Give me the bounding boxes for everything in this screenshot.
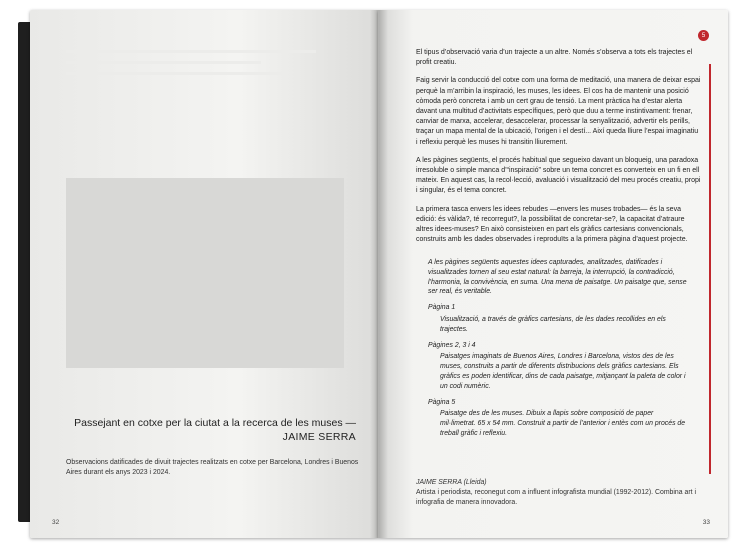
article-caption: Observacions datificades de divuit trajectes realitzats en cotxe per Barcelona, Londres i Buenos Aires durant els anys 2023 i 2024. bbox=[66, 459, 359, 476]
open-book bbox=[20, 10, 730, 540]
page-number-left: 32 bbox=[52, 519, 60, 526]
box-intro: A les pàgines següents aquestes idees capturades, analitzades, datificades i visualitzades tornen al seu estat natural: la barreja, la interrupció, la contradicció, l’harmonia, la convivència, en suma. Una mena de paisatge. Un paisatge que, sense ser real, és veritable. bbox=[428, 259, 687, 296]
paragraph: Faig servir la conducció del cotxe com una forma de meditació, una manera de deixar espai perquè la m’arribin la inspiració, les muses, les idees. El cos ha de mantenir una posició còmoda però concreta i amb un cert grau de tensió. La ment pràctica ha d’estar alerta davant una multitud d’activitats específiques, però que duu a terme instintivament: frenar, canviar de marxa, accelerar, desaccelerar, processar la senyalització, advertir els perills, traçar un mapa mental de la ubicació, l’origen i el destí... Així queda lliure l’espai imaginatiu i reflexiu perquè les muses hi transitin lliurement. bbox=[416, 77, 701, 146]
author-bio-block bbox=[416, 478, 708, 508]
paragraph: La primera tasca envers les idees rebudes —envers les muses trobades— és la seva edició: és vàlida?, té recorregut?, la possibilitat de concretar-se?, la capacitat d’atraure altres idees-muses? En això consisteixen en part els gràfics cartesians convencionals, construits amb les dades observades i reproduïts a la primera pàgina d’aquest projecte. bbox=[416, 205, 688, 244]
box-text: Paisatge des de les muses. Dibuix a llapis sobre composició de paper mil·limetrat. 65 x 54 mm. Construit a partir de l’anterior i entès com un procés de treball gràfic i reflexiu. bbox=[440, 410, 686, 437]
paragraph: El tipus d’observació varia d’un trajecte a un altre. Només s’observa a tots els trajectes el profit creatiu. bbox=[416, 49, 693, 67]
paragraph: A les pàgines següents, el procés habitual que segueixo davant un bloqueig, una paradoxa irresoluble o simple manca d’“inspiració” sobre un tema concret es converteix en un fi en ell mateix. En aquest cas, la recol·lecció, avaluació i visualització del meu procés creatiu, propi i singular, és el tema concret. bbox=[416, 156, 701, 195]
box-heading: Pàgina 1 bbox=[428, 304, 456, 312]
box-text: Visualització, a través de gràfics cartesians, de les dades recollides en els trajectes. bbox=[440, 315, 666, 333]
author-name: JAIME SERRA bbox=[416, 479, 462, 486]
box-heading: Pàgines 2, 3 i 4 bbox=[428, 341, 476, 349]
article-title: Passejant en cotxe per la ciutat a la recerca de les muses — bbox=[74, 417, 356, 429]
page-number-right: 33 bbox=[702, 519, 710, 526]
faded-image-area bbox=[66, 178, 344, 368]
show-through-text bbox=[66, 50, 344, 83]
body-text bbox=[416, 48, 701, 253]
pages-description bbox=[428, 258, 690, 445]
left-page bbox=[30, 10, 378, 538]
article-author: JAIME SERRA bbox=[282, 431, 356, 443]
author-bio: Artista i periodista, reconegut com a influent infografista mundial (1992-2012). Combina art i infografia de manera innovadora. bbox=[416, 489, 696, 506]
red-margin-rule bbox=[709, 64, 711, 474]
book-gutter bbox=[370, 10, 388, 538]
author-heading bbox=[416, 478, 708, 488]
box-text: Paisatges imaginats de Buenos Aires, Londres i Barcelona, vistos des de les muses, construits a partir de diferents distribucions dels gràfics cartesians. Els gràfics es poden identificar, dins de cada paisatge, mitjançant la paleta de color i un codi numèric. bbox=[440, 353, 686, 390]
right-page bbox=[378, 10, 728, 538]
box-heading: Pàgina 5 bbox=[428, 398, 456, 406]
author-place: (Lleida) bbox=[463, 479, 487, 486]
section-badge: 5 bbox=[698, 30, 709, 41]
